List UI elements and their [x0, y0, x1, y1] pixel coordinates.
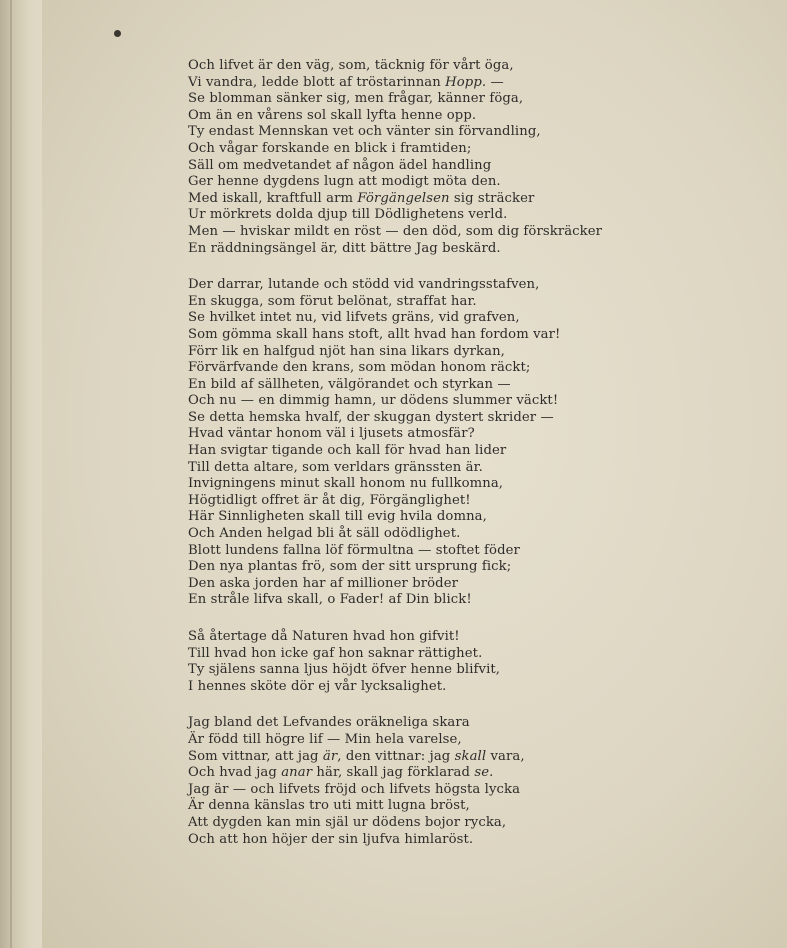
- line-text: Som gömma skall hans stoft, allt hvad han fordom var!: [188, 326, 561, 342]
- poem-line: [188, 224, 748, 241]
- line-text: —: [486, 74, 504, 90]
- poem-line: [188, 629, 748, 646]
- line-text: Till hvad hon icke gaf hon saknar rättighet.: [188, 645, 483, 661]
- book-gutter: [0, 0, 42, 948]
- line-text: Jag bland det Lefvandes oräkneliga skara: [188, 715, 470, 731]
- line-text: Till detta altare, som verldars gränssten är.: [188, 459, 483, 475]
- line-text: Se hvilket intet nu, vid lifvets gräns, vid grafven,: [188, 310, 520, 326]
- line-text: Blott lundens fallna löf förmultna — stoftet föder: [188, 542, 520, 558]
- ink-dot: [114, 30, 121, 37]
- line-text: Och hvad jag: [188, 765, 282, 781]
- line-text: Här Sinnligheten skall till evig hvila domna,: [188, 509, 487, 525]
- poem-line: [188, 174, 748, 191]
- line-text: Den aska jorden har af millioner bröder: [188, 575, 459, 591]
- poem-line: [188, 832, 748, 849]
- poem-line: [188, 241, 748, 258]
- poem-line: [188, 426, 748, 443]
- poem-line: [188, 58, 748, 75]
- stanza-2: [188, 277, 748, 609]
- line-text: Hvad väntar honom väl i ljusets atmosfär?: [188, 426, 475, 442]
- poem-line: [188, 108, 748, 125]
- poem-line: [188, 75, 748, 92]
- line-text: Se blomman sänker sig, men frågar, känner föga,: [188, 91, 524, 107]
- line-text: Den nya plantas frö, som der sitt ursprung fick;: [188, 559, 512, 575]
- line-text: Som vittnar, att jag: [188, 748, 323, 764]
- poem-line: [188, 124, 748, 141]
- poem-line: [188, 91, 748, 108]
- line-text: här, skall jag förklarad: [312, 765, 475, 781]
- poem-line: [188, 277, 748, 294]
- line-text: Och nu — en dimmig hamn, ur dödens slummer väckt!: [188, 393, 559, 409]
- line-text: Att dygden kan min själ ur dödens bojor rycka,: [188, 814, 507, 830]
- italic-word: Hopp.: [445, 74, 487, 90]
- line-text: Om än en vårens sol skall lyfta henne opp.: [188, 107, 477, 123]
- line-text: Och lifvet är den väg, som, täcknig för vårt öga,: [188, 58, 514, 73]
- stanza-3: [188, 629, 748, 695]
- poem-line: [188, 798, 748, 815]
- italic-word: Förgängelsen: [357, 190, 450, 206]
- poem-line: [188, 592, 748, 609]
- poem-line: [188, 662, 748, 679]
- poem-line: [188, 679, 748, 696]
- line-text: vara,: [486, 748, 525, 764]
- poem-line: [188, 344, 748, 361]
- poem-line: [188, 815, 748, 832]
- line-text: I hennes sköte dör ej vår lycksalighet.: [188, 678, 447, 694]
- poem-line: [188, 443, 748, 460]
- italic-word: se.: [474, 765, 494, 781]
- line-text: Förr lik en halfgud njöt han sina likars dyrkan,: [188, 343, 505, 359]
- line-text: Högtidligt offret är åt dig, Förgänglighet!: [188, 492, 471, 508]
- poem-line: [188, 646, 748, 663]
- stanza-4: [188, 715, 748, 848]
- poem-line: [188, 476, 748, 493]
- line-text: Med iskall, kraftfull arm: [188, 190, 358, 206]
- poem-line: [188, 141, 748, 158]
- poem-line: [188, 410, 748, 427]
- line-text: Vi vandra, ledde blott af tröstarinnan: [188, 74, 446, 90]
- line-text: Jag är — och lifvets fröjd och lifvets högsta lycka: [188, 781, 521, 797]
- poem-line: [188, 543, 748, 560]
- poem-line: [188, 493, 748, 510]
- line-text: Är född till högre lif — Min hela varelse,: [188, 731, 462, 747]
- poem-line: [188, 460, 748, 477]
- poem-body: [188, 58, 748, 868]
- line-text: Han svigtar tigande och kall för hvad han lider: [188, 443, 507, 459]
- stanza-1: [188, 58, 748, 257]
- poem-line: [188, 559, 748, 576]
- poem-line: [188, 765, 748, 782]
- poem-line: [188, 509, 748, 526]
- poem-line: [188, 377, 748, 394]
- line-text: Och att hon höjer der sin ljufva himlaröst.: [188, 831, 474, 847]
- poem-line: [188, 158, 748, 175]
- line-text: En stråle lifva skall, o Fader! af Din blick!: [188, 592, 472, 608]
- italic-word: anar: [281, 765, 313, 781]
- line-text: Men — hviskar mildt en röst — den död, som dig förskräcker: [188, 223, 603, 239]
- poem-line: [188, 294, 748, 311]
- poem-line: [188, 360, 748, 377]
- line-text: Så återtage då Naturen hvad hon gifvit!: [188, 629, 460, 644]
- line-text: , den vittnar: jag: [337, 748, 455, 764]
- line-text: sig sträcker: [449, 190, 535, 206]
- poem-line: [188, 393, 748, 410]
- poem-line: [188, 207, 748, 224]
- line-text: Förvärfvande den krans, som mödan honom räckt;: [188, 360, 531, 376]
- gutter-crease: [10, 0, 12, 948]
- poem-line: [188, 526, 748, 543]
- line-text: En bild af sällheten, välgörandet och styrkan —: [188, 376, 511, 392]
- line-text: Ty endast Mennskan vet och vänter sin förvandling,: [188, 124, 541, 140]
- line-text: Der darrar, lutande och stödd vid vandringsstafven,: [188, 277, 540, 293]
- line-text: En räddningsängel är, ditt bättre Jag beskärd.: [188, 240, 501, 256]
- poem-line: [188, 749, 748, 766]
- italic-word: är: [322, 748, 338, 764]
- poem-line: [188, 191, 748, 208]
- poem-line: [188, 715, 748, 732]
- poem-line: [188, 310, 748, 327]
- line-text: Och vågar forskande en blick i framtiden;: [188, 140, 472, 156]
- line-text: En skugga, som förut belönat, straffat har.: [188, 293, 477, 309]
- line-text: Ty själens sanna ljus höjdt öfver henne blifvit,: [188, 662, 501, 678]
- line-text: Och Anden helgad bli åt säll odödlighet.: [188, 526, 461, 542]
- line-text: Ger henne dygdens lugn att modigt möta den.: [188, 174, 501, 190]
- line-text: Säll om medvetandet af någon ädel handling: [188, 157, 492, 173]
- poem-line: [188, 732, 748, 749]
- line-text: Ur mörkrets dolda djup till Dödlighetens verld.: [188, 207, 508, 223]
- line-text: Se detta hemska hvalf, der skuggan dystert skrider —: [188, 409, 554, 425]
- line-text: Invigningens minut skall honom nu fullkomna,: [188, 476, 504, 492]
- poem-line: [188, 576, 748, 593]
- poem-line: [188, 782, 748, 799]
- line-text: Är denna känslas tro uti mitt lugna bröst,: [188, 798, 470, 814]
- poem-line: [188, 327, 748, 344]
- italic-word: skall: [454, 748, 487, 764]
